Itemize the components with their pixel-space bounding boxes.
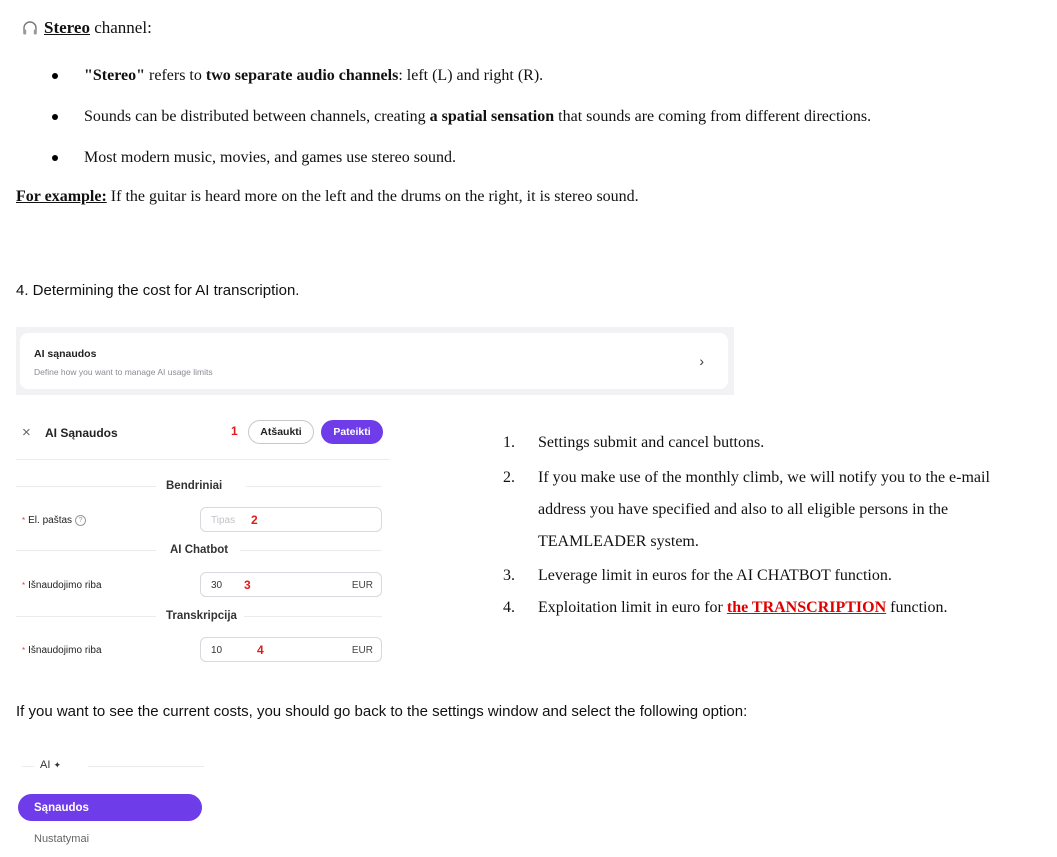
bullet-dot [52, 114, 58, 120]
list-text: function. [886, 599, 948, 616]
divider [244, 616, 382, 617]
chatbot-limit-label-text: Išnaudojimo riba [28, 580, 102, 591]
stereo-heading-bold: Stereo [44, 18, 90, 37]
section-chatbot: AI Chatbot [170, 544, 229, 556]
usage-card-wrapper [16, 327, 734, 395]
bullet-item [52, 108, 871, 126]
example-text: If the guitar is heard more on the left and the drums on the right, it is stereo sound. [106, 188, 639, 205]
marker-4: 4 [257, 643, 264, 657]
marker-3: 3 [244, 578, 251, 592]
bullet-bold: "Stereo" [84, 67, 146, 84]
bullet-item [52, 149, 456, 167]
divider [16, 550, 156, 551]
section-transcription: Transkripcija [166, 610, 237, 622]
divider [16, 616, 156, 617]
divider [22, 766, 34, 767]
required-mark: * [22, 646, 26, 655]
bullet-dot [52, 155, 58, 161]
marker-2: 2 [251, 513, 258, 527]
bullet-item [52, 67, 543, 85]
info-icon: ? [75, 515, 86, 526]
list-text: Settings submit and cancel buttons. [538, 434, 765, 451]
ai-section-label [40, 759, 61, 771]
list-number: 1. [503, 434, 515, 451]
transcription-limit-input[interactable] [200, 637, 382, 662]
list-text: Exploitation limit in euro for [538, 599, 727, 616]
form-title: AI Sąnaudos [45, 426, 118, 440]
sparkle-icon: ✦ [53, 760, 62, 770]
divider [246, 486, 382, 487]
chevron-right-icon: › [699, 353, 704, 369]
headphones-icon [22, 20, 38, 36]
section-title: 4. Determining the cost for AI transcription. [16, 282, 300, 299]
divider [16, 459, 390, 460]
bullet-text: refers to [145, 67, 206, 84]
list-text: Leverage limit in euros for the AI CHATBOT function. [538, 567, 892, 584]
chatbot-limit-input[interactable] [200, 572, 382, 597]
bullet-text: Sounds can be distributed between channels, creating [84, 108, 430, 125]
costs-note: If you want to see the current costs, you should go back to the settings window and select the following option: [16, 703, 748, 720]
email-placeholder: Tipas [211, 515, 236, 526]
list-text: If you make use of the monthly climb, we will notify you to the e-mail address you have specified and also to all eligible persons in the TEAMLEADER system. [538, 469, 990, 550]
submit-button[interactable]: Pateikti [321, 420, 383, 444]
bullet-bold: a spatial sensation [429, 108, 555, 125]
divider [16, 486, 156, 487]
currency-label: EUR [351, 645, 373, 656]
transcription-limit-label [22, 645, 102, 656]
bullet-dot [52, 73, 58, 79]
bullet-text: that sounds are coming from different directions. [554, 108, 872, 125]
bullet-text: Most modern music, movies, and games use stereo sound. [84, 149, 456, 166]
stereo-heading [22, 18, 152, 38]
list-number: 3. [503, 567, 515, 584]
chatbot-limit-label [22, 580, 102, 591]
chatbot-limit-value: 30 [211, 580, 223, 591]
ai-usage-card[interactable] [20, 333, 728, 389]
bullet-text: : left (L) and right (R). [398, 67, 544, 84]
transcription-limit-label-text: Išnaudojimo riba [28, 645, 102, 656]
email-field[interactable] [200, 507, 382, 532]
divider [88, 766, 204, 767]
divider [240, 550, 382, 551]
email-label-text: El. paštas [28, 515, 73, 527]
cancel-button[interactable]: Atšaukti [248, 420, 314, 444]
transcription-link[interactable]: the TRANSCRIPTION [726, 599, 887, 616]
sidebar-item-usage[interactable]: Sąnaudos [18, 794, 202, 821]
ai-usage-card-subtitle: Define how you want to manage AI usage limits [34, 367, 213, 377]
email-label [22, 515, 86, 526]
currency-label: EUR [351, 580, 373, 591]
list-number: 2. [503, 469, 515, 486]
bullet-bold: two separate audio channels [205, 67, 399, 84]
required-mark: * [22, 516, 26, 526]
example-paragraph [16, 188, 639, 206]
ai-label-text: AI [40, 759, 51, 771]
list-number: 4. [503, 599, 515, 616]
sidebar-item-settings[interactable]: Nustatymai [34, 833, 90, 845]
ai-usage-card-title: AI sąnaudos [34, 348, 97, 360]
close-icon[interactable]: × [22, 424, 31, 441]
section-general: Bendriniai [166, 480, 223, 492]
marker-1: 1 [231, 424, 238, 438]
example-label: For example: [16, 188, 107, 205]
transcription-limit-value: 10 [211, 645, 223, 656]
required-mark: * [22, 581, 26, 590]
stereo-heading-rest: channel: [89, 18, 152, 37]
